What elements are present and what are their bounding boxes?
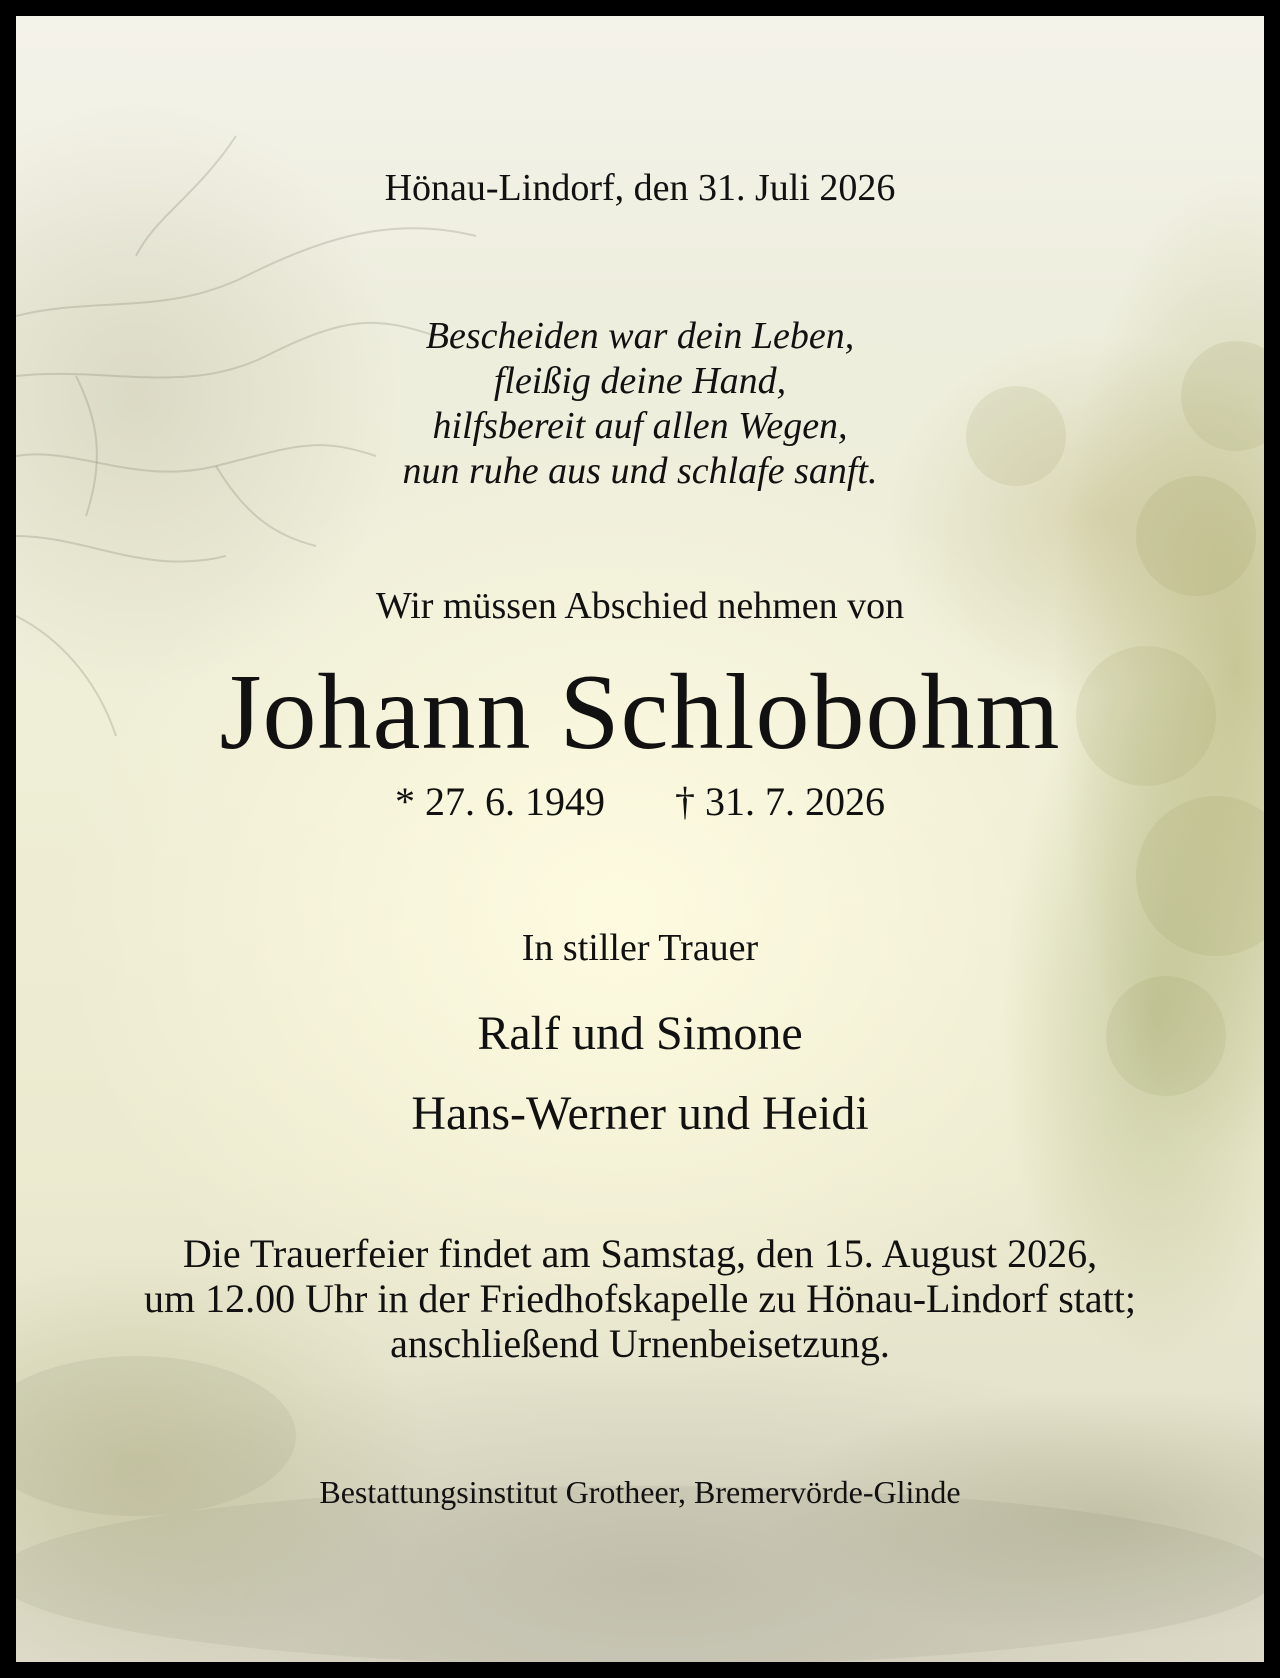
service-line: Die Trauerfeier findet am Samstag, den 15. August 2026,	[182, 1231, 1098, 1276]
memorial-verse	[16, 314, 1264, 494]
background-misty-path-image	[16, 16, 1264, 1662]
verse-line: nun ruhe aus und schlafe sanft.	[402, 450, 878, 492]
funeral-service-info	[16, 1231, 1264, 1366]
service-line: anschließend Urnenbeisetzung.	[390, 1321, 890, 1366]
verse-line: Bescheiden war dein Leben,	[425, 315, 855, 357]
verse-line: fleißig deine Hand,	[493, 360, 787, 402]
mourning-line: In stiller Trauer	[521, 927, 759, 969]
life-dates	[16, 778, 1264, 825]
place-and-date: Hönau-Lindorf, den 31. Juli 2026	[384, 167, 896, 209]
deceased-name: Johann Schlobohm	[219, 653, 1061, 772]
farewell-intro: Wir müssen Abschied nehmen von	[375, 585, 905, 627]
family-member: Hans-Werner und Heidi	[411, 1087, 869, 1140]
undertaker-credit: Bestattungsinstitut Grotheer, Bremervörde-Glinde	[319, 1474, 961, 1510]
death-date: † 31. 7. 2026	[675, 779, 885, 824]
service-line: um 12.00 Uhr in der Friedhofskapelle zu Hönau-Lindorf statt;	[144, 1276, 1136, 1321]
birth-date: * 27. 6. 1949	[395, 779, 605, 824]
family-member: Ralf und Simone	[477, 1007, 803, 1060]
verse-line: hilfsbereit auf allen Wegen,	[432, 405, 848, 447]
